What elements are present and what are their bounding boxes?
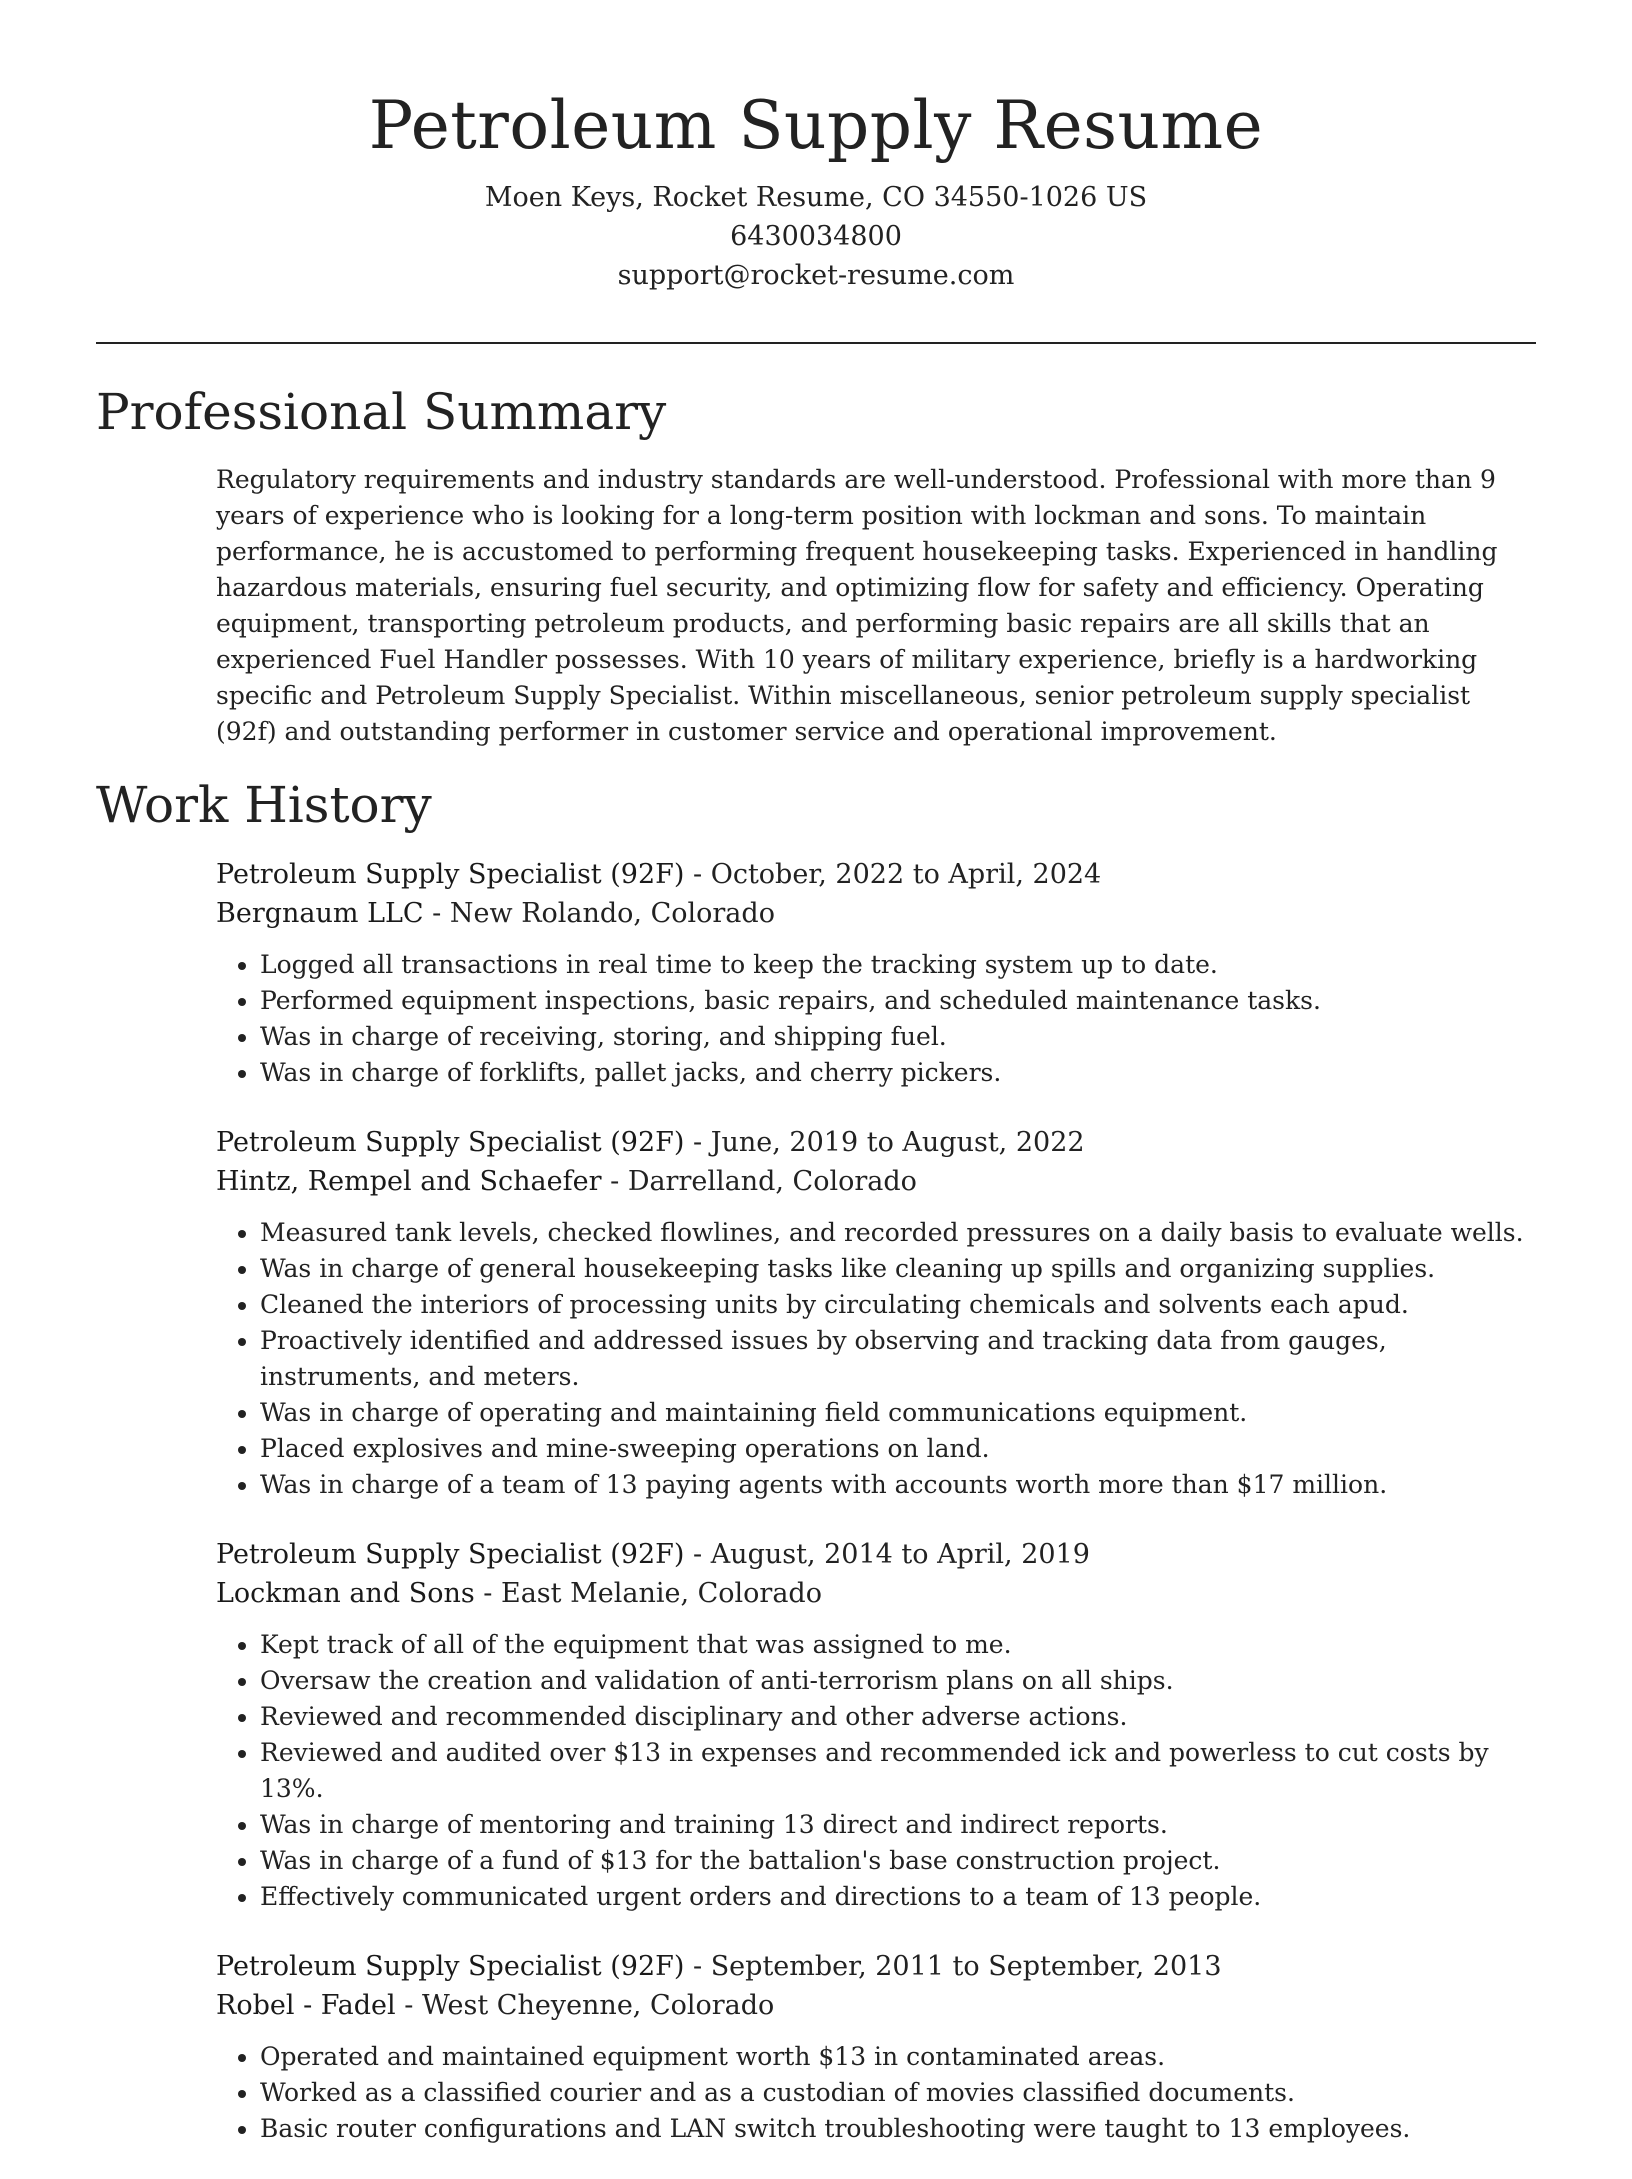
- separator: -: [684, 1127, 711, 1158]
- job-bullet: • Logged all transactions in real time to keep the tracking system up to date.: [260, 947, 1536, 983]
- job-company: Hintz, Rempel and Schaefer: [216, 1166, 602, 1197]
- job-company: Lockman and Sons: [216, 1578, 475, 1609]
- job-dates: September, 2011 to September, 2013: [710, 1951, 1222, 1982]
- job-bullet: • Worked as a classified courier and as a custodian of movies classified documents.: [260, 2075, 1536, 2111]
- contact-phone: 6430034800: [730, 221, 902, 252]
- job-company-line: [216, 1162, 1536, 1201]
- job-bullet: • Operated and maintained equipment worth $13 in contaminated areas.: [260, 2039, 1536, 2075]
- job-location: East Melanie, Colorado: [501, 1578, 822, 1609]
- separator: -: [474, 1578, 501, 1609]
- job-title-line: [216, 855, 1536, 894]
- job-dates: October, 2022 to April, 2024: [710, 859, 1102, 890]
- separator: -: [684, 1539, 711, 1570]
- job-bullet: • Was in charge of forklifts, pallet jacks, and cherry pickers.: [260, 1055, 1536, 1091]
- job-title: Petroleum Supply Specialist (92F): [216, 1127, 685, 1158]
- job-dates: August, 2014 to April, 2019: [710, 1539, 1090, 1570]
- contact-block: [0, 178, 1632, 295]
- job-bullet: • Was in charge of receiving, storing, and shipping fuel.: [260, 1019, 1536, 1055]
- job-bullet: • Was in charge of a team of 13 paying agents with accounts worth more than $17 million.: [260, 1467, 1536, 1503]
- header-divider: [96, 342, 1536, 344]
- job-title-line: [216, 1535, 1536, 1574]
- job-bullet: • Was in charge of operating and maintaining field communications equipment.: [260, 1395, 1536, 1431]
- summary-text: Regulatory requirements and industry standards are well-understood. Professional with more than 9 years of experience who is looking for a long-term position with lockman and sons. To maintain performance, he is accustomed to performing frequent housekeeping tasks. Experienced in handling hazardous materials, ensuring fuel security, and optimizing flow for safety and efficiency. Operating equipment, transporting petroleum products, and performing basic repairs are all skills that an experienced Fuel Handler possesses. With 10 years of military experience, briefly is a hardworking specific and Petroleum Supply Specialist. Within miscellaneous, senior petroleum supply specialist (92f) and outstanding performer in customer service and operational improvement.: [216, 465, 1498, 746]
- job-bullet: • Was in charge of a fund of $13 for the battalion's base construction project.: [260, 1843, 1536, 1879]
- work-history-heading: Work History: [96, 776, 432, 834]
- job-bullet: • Kept track of all of the equipment that was assigned to me.: [260, 1627, 1536, 1663]
- job-bullet: • Cleaned the interiors of processing units by circulating chemicals and solvents each apud.: [260, 1287, 1536, 1323]
- work-history-list: [216, 855, 1536, 2179]
- job-entry: [216, 1123, 1536, 1503]
- job-dates: June, 2019 to August, 2022: [710, 1127, 1085, 1158]
- separator: -: [601, 1166, 628, 1197]
- resume-title: Petroleum Supply Resume: [368, 87, 1264, 164]
- resume-header: [0, 0, 1632, 295]
- contact-address: Moen Keys, Rocket Resume, CO 34550-1026 US: [484, 182, 1148, 213]
- job-location: Darrelland, Colorado: [627, 1166, 917, 1197]
- job-bullets: [216, 2039, 1536, 2147]
- job-entry: [216, 855, 1536, 1091]
- job-location: West Cheyenne, Colorado: [421, 1990, 775, 2021]
- job-bullet: • Measured tank levels, checked flowlines, and recorded pressures on a daily basis to evaluate wells.: [260, 1215, 1536, 1251]
- separator: -: [684, 859, 711, 890]
- job-bullet: • Proactively identified and addressed issues by observing and tracking data from gauges, instruments, and meters.: [260, 1323, 1536, 1395]
- job-company-line: [216, 894, 1536, 933]
- job-title-line: [216, 1123, 1536, 1162]
- job-bullet: • Was in charge of general housekeeping tasks like cleaning up spills and organizing supplies.: [260, 1251, 1536, 1287]
- job-bullet: • Oversaw the creation and validation of anti-terrorism plans on all ships.: [260, 1663, 1536, 1699]
- job-bullet: • Was in charge of mentoring and training 13 direct and indirect reports.: [260, 1807, 1536, 1843]
- job-company-line: [216, 1574, 1536, 1613]
- job-company: Robel - Fadel: [216, 1990, 396, 2021]
- job-bullet: • Reviewed and audited over $13 in expenses and recommended ick and powerless to cut costs by 13%.: [260, 1735, 1536, 1807]
- job-bullet: • Reviewed and recommended disciplinary and other adverse actions.: [260, 1699, 1536, 1735]
- job-title: Petroleum Supply Specialist (92F): [216, 1539, 685, 1570]
- separator: -: [423, 898, 450, 929]
- job-bullet: • Performed equipment inspections, basic repairs, and scheduled maintenance tasks.: [260, 983, 1536, 1019]
- job-title: Petroleum Supply Specialist (92F): [216, 1951, 685, 1982]
- job-title-line: [216, 1947, 1536, 1986]
- job-bullet: • Basic router configurations and LAN switch troubleshooting were taught to 13 employees.: [260, 2111, 1536, 2147]
- job-bullet: • Effectively communicated urgent orders and directions to a team of 13 people.: [260, 1879, 1536, 1915]
- job-entry: [216, 1535, 1536, 1915]
- separator: -: [684, 1951, 711, 1982]
- contact-email: support@rocket-resume.com: [617, 260, 1015, 291]
- job-bullets: [216, 1627, 1536, 1915]
- job-location: New Rolando, Colorado: [449, 898, 775, 929]
- job-bullets: [216, 1215, 1536, 1503]
- job-company-line: [216, 1986, 1536, 2025]
- separator: -: [395, 1990, 422, 2021]
- job-company: Bergnaum LLC: [216, 898, 424, 929]
- job-bullet: • Placed explosives and mine-sweeping operations on land.: [260, 1431, 1536, 1467]
- summary-heading: Professional Summary: [96, 383, 667, 441]
- job-entry: [216, 1947, 1536, 2147]
- job-bullets: [216, 947, 1536, 1091]
- job-title: Petroleum Supply Specialist (92F): [216, 859, 685, 890]
